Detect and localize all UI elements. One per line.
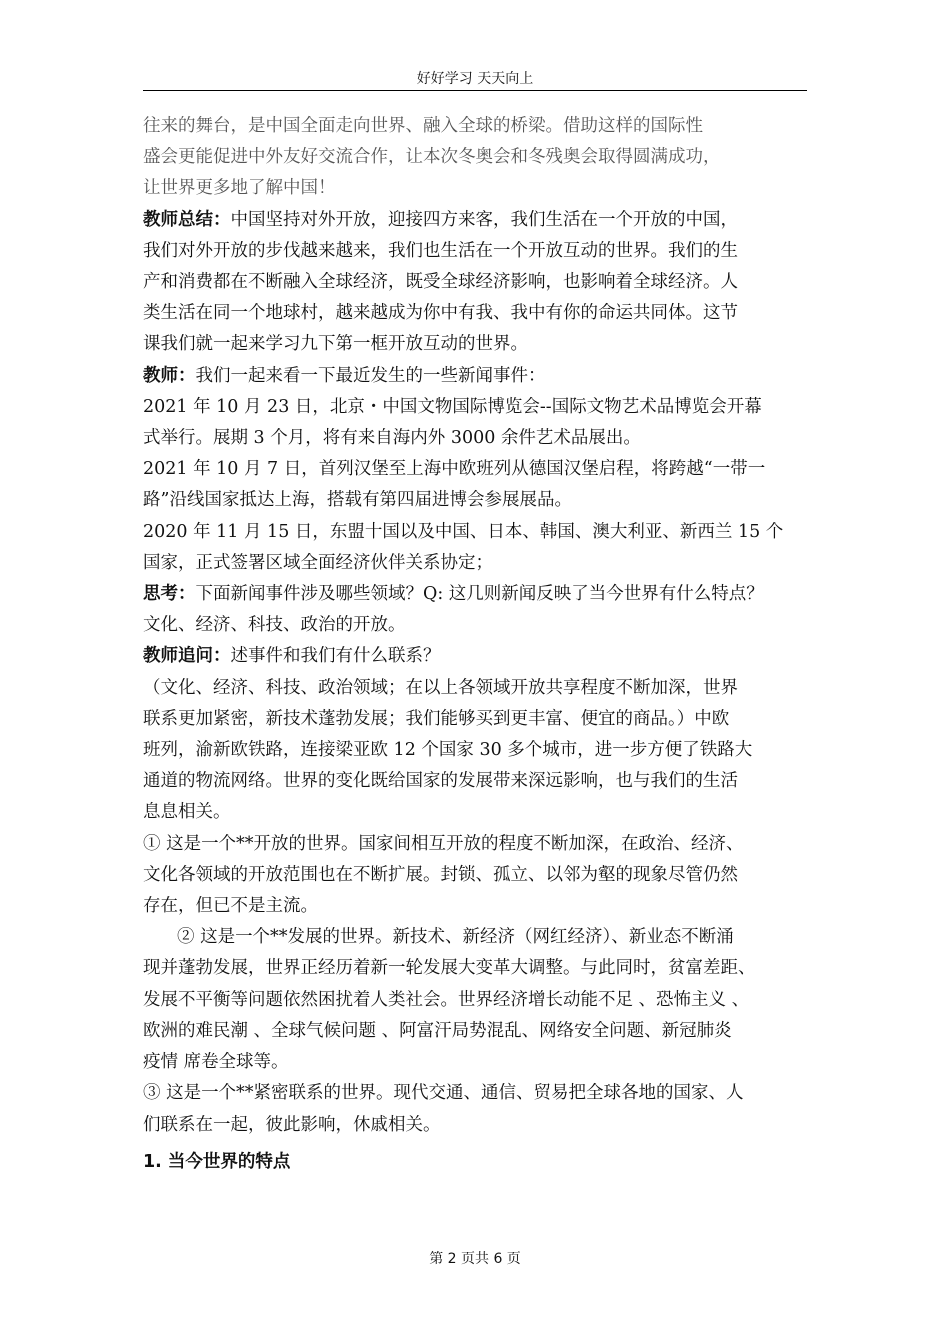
news-item-rcep: 2020 年 11 月 15 日，东盟十国以及中国、日本、韩国、澳大利亚、新西兰 15 个 国家，正式签署区域全面经济伙伴关系协定； [143, 521, 784, 573]
label-teacher: 教师： [143, 365, 196, 386]
point-connected-world: ③ 这是一个**紧密联系的世界。现代交通、通信、贸易把全球各地的国家、人 们联系在一起，彼此影响，休戚相关。 [143, 1083, 744, 1135]
news-item-train: 2021 年 10 月 7 日，首列汉堡至上海中欧班列从德国汉堡启程，将跨越“一带一 路”沿线国家抵达上海，搭载有第四届进博会参展展品。 [143, 459, 766, 511]
label-followup: 教师追问： [143, 646, 231, 667]
paragraph-winter-olympics: 往来的舞台，是中国全面走向世界、融入全球的桥梁。借助这样的国际性 盛会更能促进中外友好交流合作，让本次冬奥会和冬残奥会取得圆满成功， 让世界更多地了解中国！ [143, 116, 721, 199]
header-divider [143, 90, 807, 91]
paragraph-teacher-summary [143, 205, 823, 361]
text-followup: 述事件和我们有什么联系？ [230, 646, 441, 667]
point-developing-world: ② 这是一个**发展的世界。新技术、新经济（网红经济）、新业态不断涌 现并蓬勃发展，世界正经历着新一轮发展大变革大调整。与此同时，贫富差距、 发展不平衡等问题依然困扰着人类社会。世界经济增长动能不足 、恐怖主义 、 欧洲的难民潮 、全球气候问题 、阿富汗局势混乱、网络安全问题、新冠肺炎 疫情 席卷全球等。 [143, 927, 756, 1073]
news-item-artexpo: 2021 年 10 月 23 日，北京・中国文物国际博览会--国际文物艺术品博览会开幕 式举行。展期 3 个月，将有来自海内外 3000 余件艺术品展出。 [143, 396, 762, 449]
paragraph-think [143, 579, 823, 641]
point-open-world: ① 这是一个**开放的世界。国家间相互开放的程度不断加深，在政治、经济、 文化各领域的开放范围也在不断扩展。封锁、孤立、以邻为壑的现象尽管仍然 存在，但已不是主流。 [143, 833, 744, 917]
document-body [143, 111, 823, 1178]
label-think: 思考： [143, 584, 196, 605]
paragraph-teacher-intro [143, 361, 823, 392]
text-teacher-intro: 我们一起来看一下最近发生的一些新闻事件： [195, 365, 546, 386]
text-think: 下面新闻事件涉及哪些领域？Q: 这几则新闻反映了当今世界有什么特点？ 文化、经济、科技、政治的开放。 [143, 584, 764, 636]
paragraph-followup [143, 641, 823, 672]
paragraph-answer: （文化、经济、科技、政治领域；在以上各领域开放共享程度不断加深，世界 联系更加紧密，新技术蓬勃发展；我们能够买到更丰富、便宜的商品。）中欧 班列，渝新欧铁路，连接梁亚欧 12 个国家 30 多个城市，进一步方便了铁路大 通道的物流网络。世界的变化既给国家的发展带来深远影响，也与我们的生活 息息相关。 [143, 677, 753, 823]
page-header: 好好学习 天天向上 [416, 71, 534, 87]
page-footer: 第 2 页共 6 页 [429, 1251, 521, 1267]
text-teacher-summary: 中国坚持对外开放，迎接四方来客，我们生活在一个开放的中国， 我们对外开放的步伐越来越来，我们也生活在一个开放互动的世界。我们的生 产和消费都在不断融入全球经济，既受全球经济影响，也影响着全球经济。人 类生活在同一个地球村，越来越成为你中有我、我中有你的命运共同体。这节 课我们就一起来学习九下第一框开放互动的世界。 [143, 209, 738, 355]
label-teacher-summary: 教师总结： [143, 209, 231, 230]
section-heading: 1. 当今世界的特点 [143, 1151, 291, 1172]
